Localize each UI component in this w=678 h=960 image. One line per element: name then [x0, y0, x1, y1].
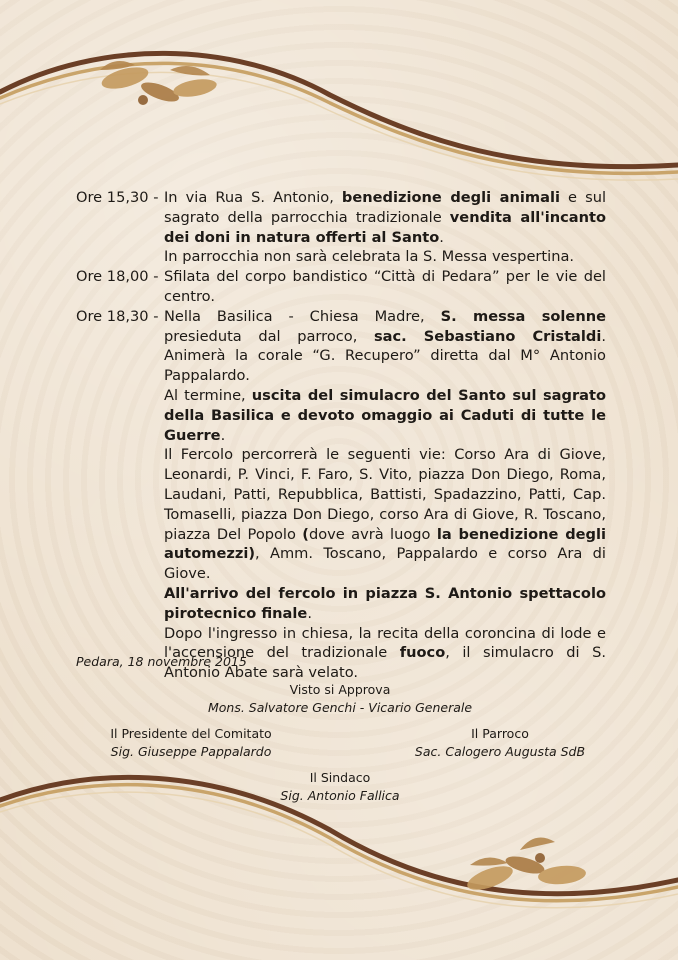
signature-title: Il Presidente del Comitato — [110, 726, 272, 741]
bold-text: benedizione degli animali — [341, 189, 560, 206]
signature-title: Visto si Approva — [289, 682, 391, 697]
signature-sindaco — [240, 769, 440, 805]
bold-text: vendita all'incanto dei doni in natura offerti al Santo — [164, 208, 606, 246]
bold-text: sac. Sebastiano Cristaldi — [374, 327, 602, 345]
text: . Animerà la corale “G. Recupero” diretta dal M° Antonio Pappalardo. — [164, 327, 606, 385]
text: Al termine, — [164, 386, 252, 404]
text: presieduta dal parroco, — [164, 327, 374, 345]
bottom-floral-ornament — [464, 838, 586, 895]
signature-name: Sac. Calogero Augusta SdB — [414, 744, 586, 759]
schedule-paragraph — [164, 188, 606, 247]
text: Nella Basilica - Chiesa Madre, — [164, 307, 441, 325]
text: In parrocchia non sarà celebrata la S. Messa vespertina. — [164, 248, 575, 266]
bold-text: All'arrivo del fercolo in piazza S. Antonio spettacolo pirotecnico finale — [164, 584, 606, 622]
text: . — [307, 604, 312, 622]
schedule-paragraph — [164, 386, 606, 445]
text: . — [439, 228, 444, 246]
text: e sul sagrato della parrocchia tradizionale — [164, 189, 606, 226]
text: , il simulacro di S. Antonio Abate sarà velato. — [164, 644, 606, 682]
text: Dopo l'ingresso in chiesa, la recita della coroncina di lode e l'accensione del tradizionale — [164, 624, 606, 662]
schedule-description — [164, 188, 606, 267]
top-floral-ornament — [99, 61, 218, 105]
event-schedule — [76, 188, 606, 683]
signature-name: Sig. Antonio Fallica — [280, 788, 400, 803]
schedule-paragraph — [164, 247, 606, 267]
signature-presidente — [96, 725, 286, 761]
schedule-description — [164, 307, 606, 683]
text: , Amm. Toscano, Pappalardo e corso Ara di Giove. — [164, 545, 606, 583]
signature-title: Il Sindaco — [309, 770, 371, 785]
schedule-time: Ore 18,00 - — [76, 268, 159, 286]
schedule-time: Ore 18,30 - — [76, 307, 159, 325]
schedule-entry — [76, 267, 606, 307]
text: Il Fercolo percorrerà le seguenti vie: Corso Ara di Giove, Leonardi, P. Vinci, F. Faro, S. Vito, piazza Don Diego, Roma, Laudani, Patti, Repubblica, Battisti, Spadazzino, Patti, Cap. Tomaselli, piazza Don Diego, corso Ara di Giove, R. Toscano, piazza Del Popolo — [164, 446, 606, 543]
bold-text: fuoco — [399, 644, 446, 662]
text: dove avrà luogo — [308, 525, 437, 543]
schedule-paragraph — [164, 307, 606, 386]
signature-parroco — [400, 725, 600, 761]
schedule-description — [164, 267, 606, 307]
schedule-paragraph — [164, 445, 606, 584]
schedule-time: Ore 15,30 - — [76, 189, 159, 206]
top-ribbon — [0, 53, 678, 180]
text: In via Rua S. Antonio, — [164, 189, 342, 206]
text: . — [220, 426, 226, 444]
schedule-entry — [76, 307, 606, 683]
signature-name: Mons. Salvatore Genchi - Vicario Generale — [207, 700, 473, 715]
schedule-paragraph — [164, 584, 606, 624]
bold-text: S. messa solenne — [440, 307, 606, 325]
text: Sfilata del corpo bandistico “Città di Pedara” per le vie del centro. — [164, 268, 606, 305]
signature-title: Il Parroco — [471, 726, 529, 741]
signature-name: Sig. Giuseppe Pappalardo — [110, 744, 272, 759]
schedule-paragraph — [164, 267, 606, 307]
place-date: Pedara, 18 novembre 2015 — [76, 654, 247, 669]
schedule-entry — [76, 188, 606, 267]
bold-text: uscita del simulacro del Santo sul sagrato della Basilica e devoto omaggio ai Caduti di tutte le Guerre — [164, 386, 606, 444]
bold-text: la benedizione degli automezzi) — [164, 525, 607, 563]
bold-text: ( — [302, 525, 309, 543]
signature-visto — [180, 681, 500, 717]
